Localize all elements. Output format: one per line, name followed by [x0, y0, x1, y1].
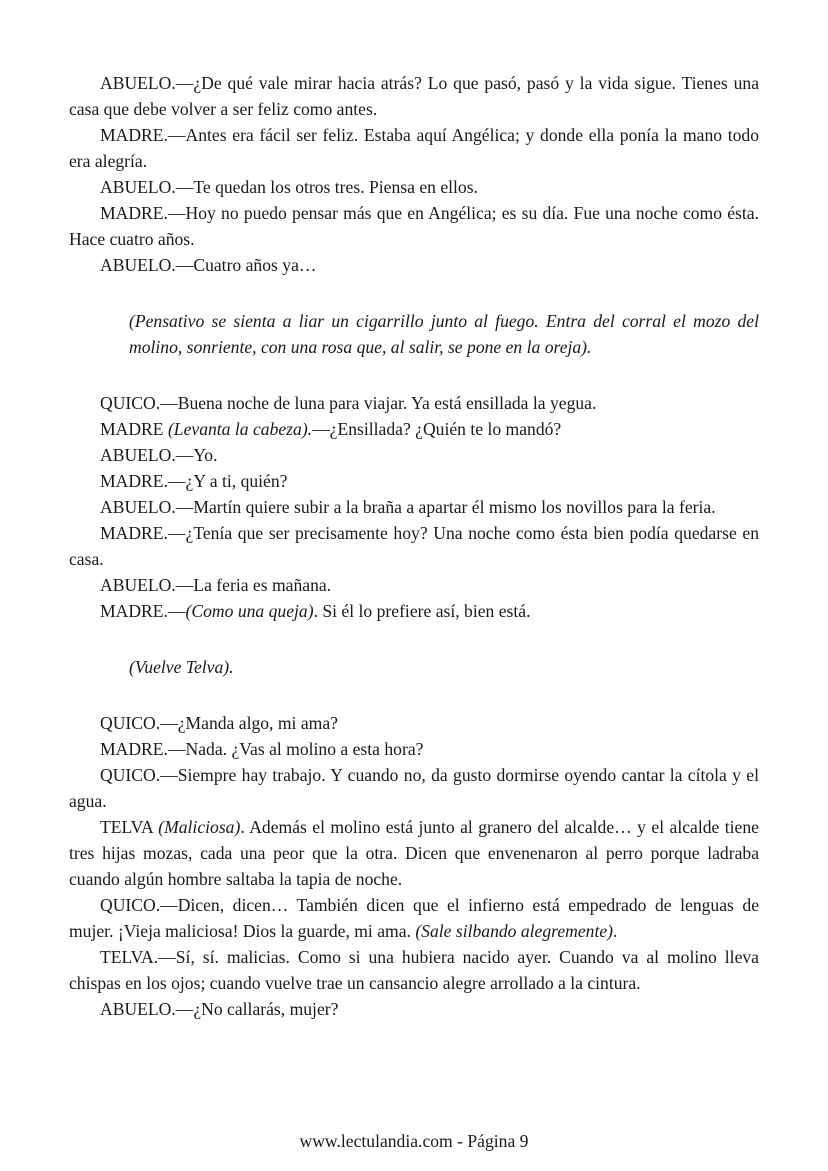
dialogue-line: [69, 710, 759, 736]
line-text: ¿De qué vale mirar hacia atrás? Lo que pasó, pasó y la vida sigue. Tienes una casa que debe volver a ser feliz como antes.: [69, 73, 759, 119]
dialogue-line: [69, 70, 759, 122]
speaker: MADRE: [100, 419, 168, 439]
speaker: ABUELO.—: [100, 73, 194, 93]
line-text: La feria es mañana.: [193, 575, 332, 595]
dialogue-line: [69, 442, 759, 468]
line-text: Siempre hay trabajo. Y cuando no, da gusto dormirse oyendo cantar la cítola y el agua.: [69, 765, 759, 811]
dialogue-line: [69, 572, 759, 598]
speaker: MADRE.—: [100, 739, 186, 759]
line-text: Cuatro años ya…: [193, 255, 317, 275]
inline-direction: (Maliciosa): [158, 817, 241, 837]
speaker: TELVA: [100, 817, 159, 837]
dialogue-line: [69, 944, 759, 996]
speaker: MADRE.—: [100, 601, 186, 621]
dialogue-line: [69, 892, 759, 944]
line-text: Nada. ¿Vas al molino a esta hora?: [185, 739, 424, 759]
line-text: Antes era fácil ser feliz. Estaba aquí Angélica; y donde ella ponía la mano todo era alegría.: [69, 125, 759, 171]
page-body: [69, 70, 759, 1022]
dialogue-line: [69, 520, 759, 572]
line-text: Hoy no puedo pensar más que en Angélica; es su día. Fue una noche como ésta. Hace cuatro años.: [69, 203, 759, 249]
speaker: QUICO.—: [100, 713, 178, 733]
speaker: ABUELO.—: [100, 999, 194, 1019]
dialogue-line: [69, 736, 759, 762]
line-text: . Si él lo prefiere así, bien está.: [313, 601, 531, 621]
line-text: ¿No callarás, mujer?: [193, 999, 339, 1019]
dialogue-line: [69, 814, 759, 892]
speaker: ABUELO.—: [100, 255, 194, 275]
dialogue-line: [69, 598, 759, 624]
line-text: ¿Y a ti, quién?: [185, 471, 288, 491]
line-text: Dicen, dicen… También dicen que el infierno está empedrado de lenguas de mujer. ¡Vieja maliciosa! Dios la guarde, mi ama.: [69, 895, 759, 941]
speaker: TELVA.—: [100, 947, 176, 967]
speaker: MADRE.—: [100, 125, 186, 145]
page-footer: www.lectulandia.com - Página 9: [299, 1131, 529, 1151]
line-text: Martín quiere subir a la braña a apartar él mismo los novillos para la feria.: [193, 497, 716, 517]
speaker: QUICO.—: [100, 393, 178, 413]
speaker: ABUELO.—: [100, 497, 194, 517]
speaker: QUICO.—: [100, 765, 178, 785]
inline-direction: (Sale silbando alegremente): [415, 921, 614, 941]
line-text: Sí, sí. malicias. Como si una hubiera nacido ayer. Cuando va al molino lleva chispas en los ojos; cuando vuelve trae un cansancio alegre arrollado a la cintura.: [69, 947, 759, 993]
dialogue-line: [69, 174, 759, 200]
speaker: MADRE.—: [100, 471, 186, 491]
dialogue-line: [69, 390, 759, 416]
dialogue-line: [69, 494, 759, 520]
inline-direction: (Levanta la cabeza).: [167, 419, 313, 439]
inline-direction: (Como una queja): [185, 601, 314, 621]
speaker: ABUELO.—: [100, 575, 194, 595]
dialogue-line: [69, 252, 759, 278]
speaker: ABUELO.—: [100, 445, 194, 465]
line-text: ¿Manda algo, mi ama?: [177, 713, 338, 733]
dialogue-line: [69, 996, 759, 1022]
line-text: Te quedan los otros tres. Piensa en ellos.: [193, 177, 478, 197]
speaker: MADRE.—: [100, 523, 186, 543]
dialogue-line: [69, 762, 759, 814]
dialogue-line: [69, 122, 759, 174]
dialogue-line: [69, 200, 759, 252]
speaker: ABUELO.—: [100, 177, 194, 197]
line-text: —¿Ensillada? ¿Quién te lo mandó?: [312, 419, 562, 439]
dialogue-line: [69, 416, 759, 442]
speaker: MADRE.—: [100, 203, 186, 223]
speaker: QUICO.—: [100, 895, 178, 915]
line-text: Buena noche de luna para viajar. Ya está ensillada la yegua.: [177, 393, 597, 413]
line-text: ¿Tenía que ser precisamente hoy? Una noche como ésta bien podía quedarse en casa.: [69, 523, 759, 569]
line-text: .: [613, 921, 618, 941]
stage-direction: (Pensativo se sienta a liar un cigarrillo junto al fuego. Entra del corral el mozo del molino, sonriente, con una rosa que, al salir, se pone en la oreja).: [129, 311, 759, 357]
line-text: Yo.: [193, 445, 218, 465]
line-text: . Además el molino está junto al granero del alcalde… y el alcalde tiene tres hijas mozas, cada una peor que la otra. Dicen que envenenaron al perro porque ladraba cuando algún hombre saltaba la tapia de noche.: [69, 817, 759, 889]
stage-direction: (Vuelve Telva).: [129, 657, 234, 677]
dialogue-line: [69, 468, 759, 494]
